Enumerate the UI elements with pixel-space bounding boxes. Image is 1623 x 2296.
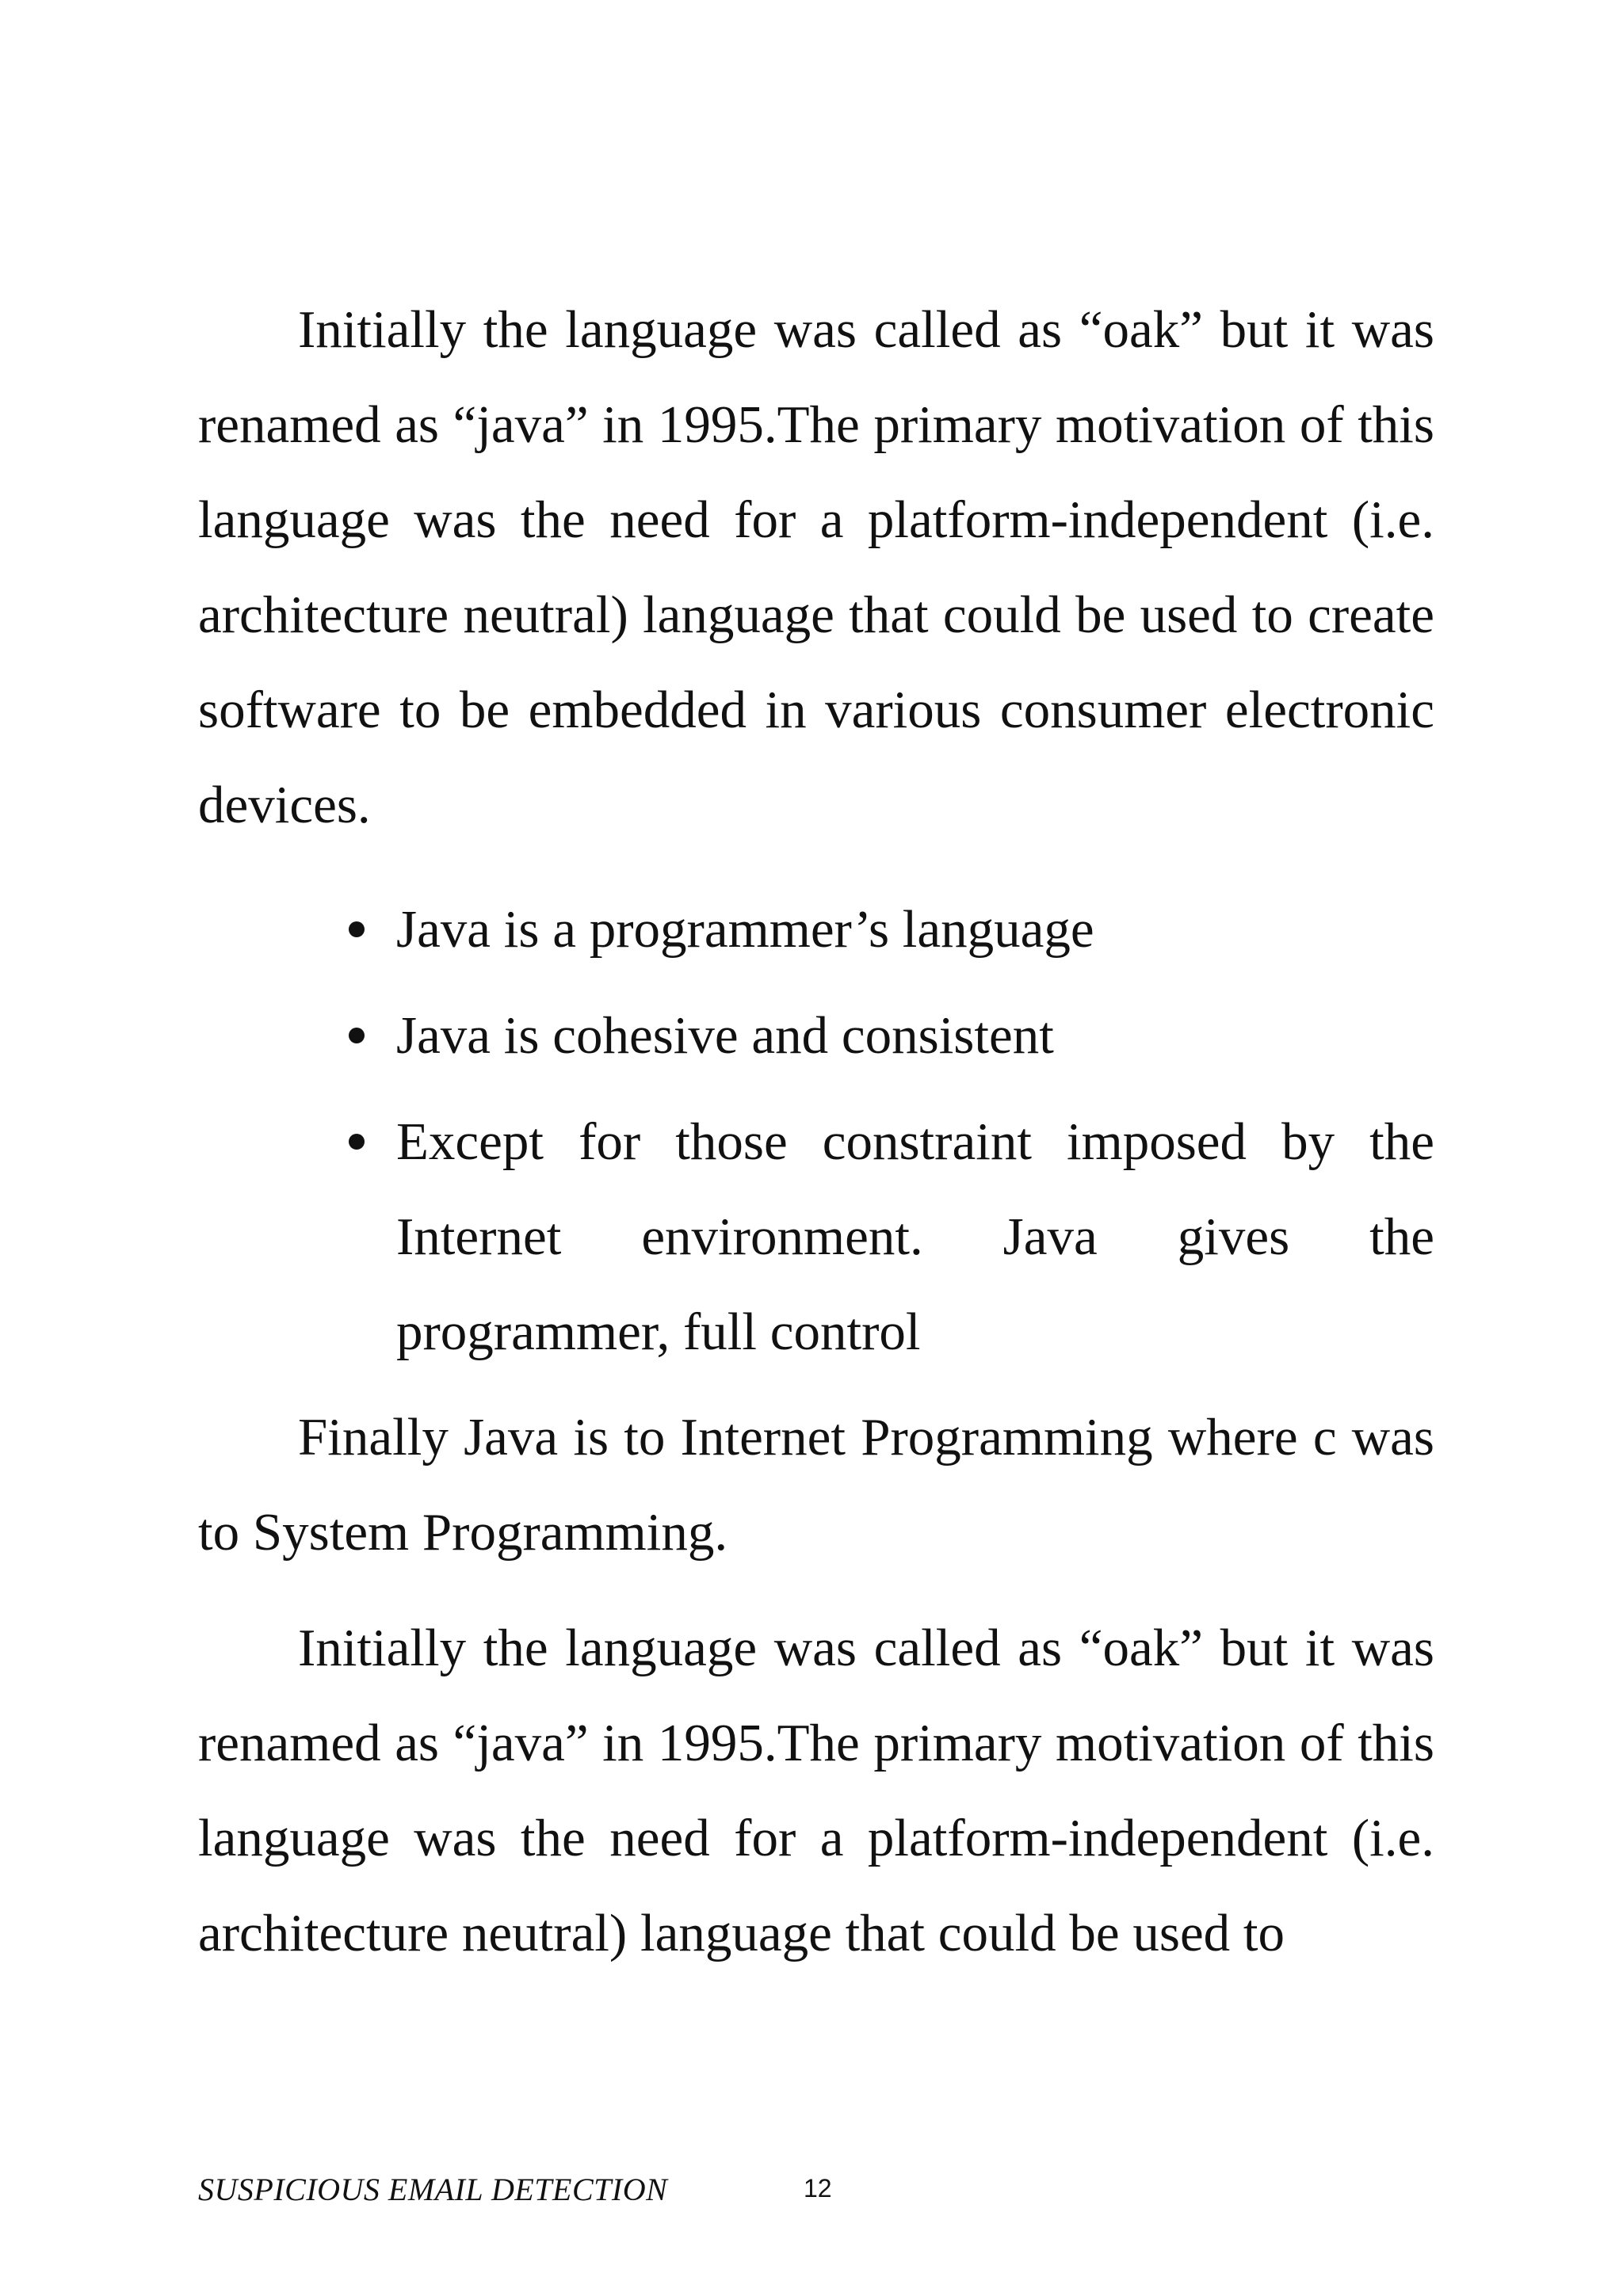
list-item xyxy=(198,882,1434,977)
list-item xyxy=(198,1094,1434,1379)
body-paragraph-3 xyxy=(198,1600,1434,1981)
bullet-icon xyxy=(349,921,365,937)
bullet-text: Java is a programmer’s language xyxy=(396,900,1094,959)
paragraph-text: Initially the language was called as “oak” but it was renamed as “java” in 1995.The primary motivation of this language was the need for a platform-independent (i.e. architecture neutral) language that could be used to xyxy=(198,1619,1434,1962)
bullet-list xyxy=(198,882,1434,1390)
page-number: 12 xyxy=(804,2174,832,2203)
bullet-text: Java is cohesive and consistent xyxy=(396,1006,1054,1065)
footer-title: SUSPICIOUS EMAIL DETECTION xyxy=(198,2172,668,2207)
list-item xyxy=(198,988,1434,1083)
body-paragraph-2 xyxy=(198,1390,1434,1580)
bullet-text: Except for those constraint imposed by the Internet environment. Java gives the programmer, full control xyxy=(396,1112,1434,1361)
bullet-icon xyxy=(349,1028,365,1043)
paragraph-text: Initially the language was called as “oak” but it was renamed as “java” in 1995.The primary motivation of this language was the need for a platform-independent (i.e. architecture neutral) language that could be used to create software to be embedded in various consumer electronic devices. xyxy=(198,300,1434,834)
bullet-icon xyxy=(349,1134,365,1150)
body-paragraph-1 xyxy=(198,282,1434,852)
page-footer xyxy=(198,2171,1434,2218)
paragraph-text: Finally Java is to Internet Programming where c was to System Programming. xyxy=(198,1408,1434,1562)
